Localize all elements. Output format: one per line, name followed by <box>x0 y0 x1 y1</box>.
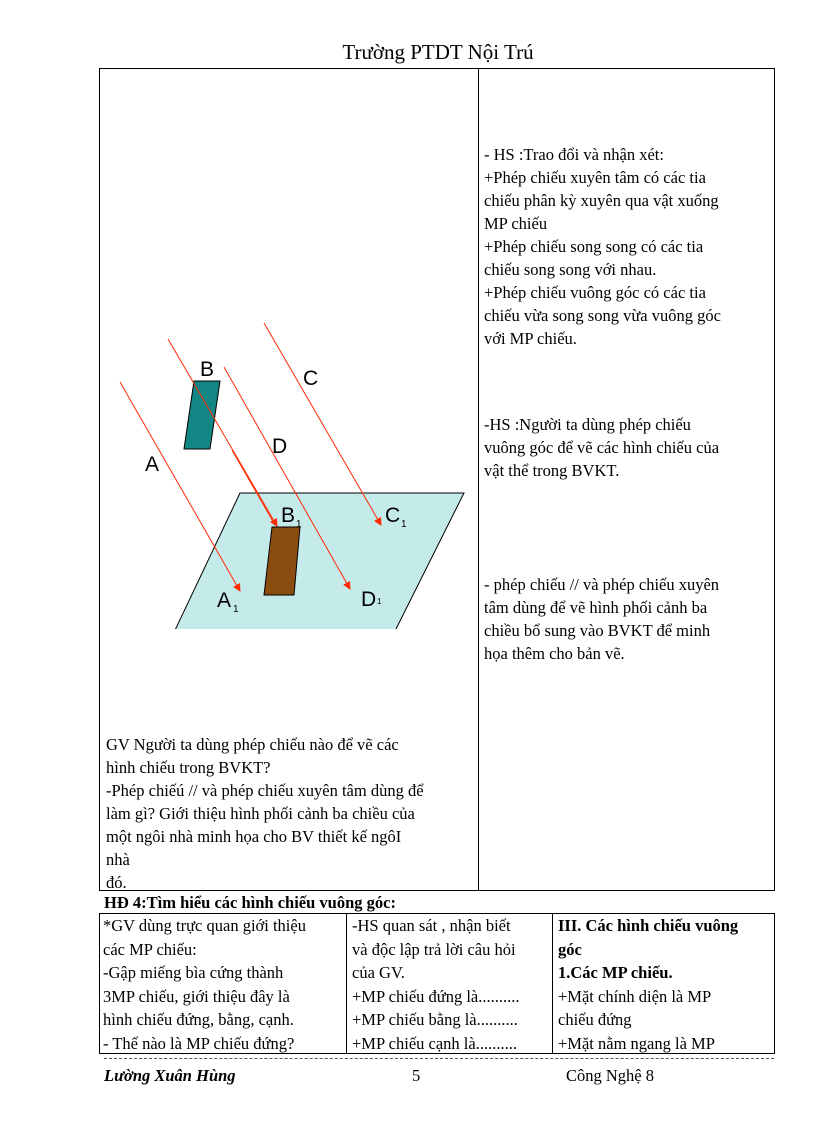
object-prism-b <box>184 381 220 449</box>
label-a: A <box>145 453 160 476</box>
footer-divider <box>104 1058 774 1059</box>
student-answer-3: - phép chiếu // và phép chiếu xuyên tâm dùng để vẽ hình phối cảnh ba chiều bổ sung vào BVKT để minh họa thêm cho bản vẽ. <box>484 575 720 663</box>
page-header <box>0 40 816 65</box>
label-d1: D <box>361 588 377 611</box>
label-b1-sub: 1 <box>296 519 302 530</box>
column-divider <box>478 69 479 890</box>
label-b1: B <box>281 504 296 527</box>
school-name: Trường PTDT Nội Trú <box>342 40 534 64</box>
label-d: D <box>272 435 288 458</box>
author-name: Lường Xuân Hùng <box>104 1066 236 1085</box>
teacher-question: GV Người ta dùng phép chiếu nào để vẽ các hình chiếu trong BVKT? -Phép chiếú // và phép chiếu xuyên tâm dùng để làm gì? Giới thiệu hình phối cảnh ba chiều của một ngôi nhà minh họa cho BV thiết kế ngôI nhà đó. <box>106 735 424 892</box>
label-d1-sub: 1 <box>377 597 382 606</box>
student-answer-2: -HS :Người ta dùng phép chiếu vuông góc để vẽ các hình chiếu của vật thể trong BVKT. <box>484 415 720 480</box>
label-a1-sub: 1 <box>233 604 239 615</box>
lesson-table-top <box>99 68 775 891</box>
label-c1: C <box>385 504 401 527</box>
label-c1-sub: 1 <box>401 519 407 530</box>
page-number: 5 <box>412 1066 421 1085</box>
subject-name: Công Nghệ 8 <box>566 1066 654 1085</box>
label-a1: A <box>217 589 232 612</box>
student-activity: -HS quan sát , nhận biết và độc lập trả lời câu hỏi của GV. +MP chiếu đứng là.......... +MP chiếu bằng là.......... +MP chiếu cạnh là.......... <box>352 916 520 1053</box>
column-divider <box>346 914 347 1053</box>
column-divider <box>552 914 553 1053</box>
label-b: B <box>200 358 215 381</box>
ray-a <box>120 382 240 591</box>
lesson-content: III. Các hình chiếu vuông góc 1.Các MP chiếu. +Mặt chính diện là MP chiếu đứng +Mặt nằm ngang là MP <box>558 916 739 1053</box>
student-answer-1: - HS :Trao đổi và nhận xét: +Phép chiếu xuyên tâm có các tia chiếu phân kỳ xuyên qua vật xuống MP chiếu +Phép chiếu song song có các tia chiếu song song với nhau. +Phép chiếu vuông góc có các tia chiếu vừa song song vừa vuông góc với MP chiếu. <box>484 145 721 348</box>
lesson-table-bottom <box>99 913 775 1054</box>
teacher-activity: *GV dùng trực quan giới thiệu các MP chiếu: -Gập miếng bìa cứng thành 3MP chiếu, giới thiệu đây là hình chiếu đứng, bằng, cạnh. - Thế nào là MP chiếu đứng? <box>103 916 306 1053</box>
label-c: C <box>303 367 319 390</box>
section-title: HĐ 4:Tìm hiểu các hình chiếu vuông góc: <box>104 893 396 912</box>
projection-plane <box>168 493 464 629</box>
projection-figure <box>100 69 476 629</box>
